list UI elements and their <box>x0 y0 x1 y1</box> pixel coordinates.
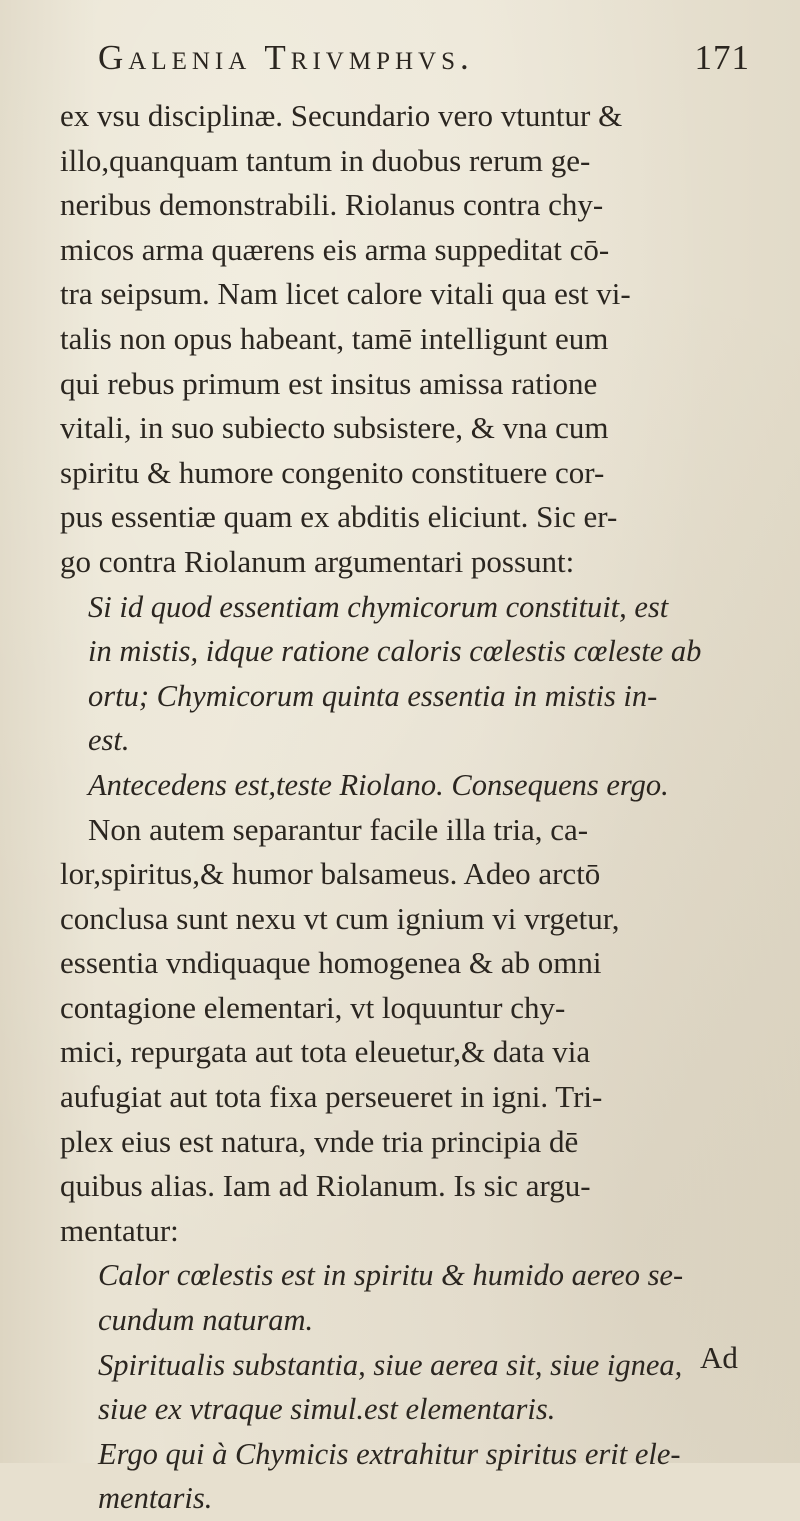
running-title: Galenia Trivmphvs. <box>98 38 474 77</box>
syllogism-line: Ergo qui à Chymicis extrahitur spiritus erit ele- <box>98 1436 681 1471</box>
syllogism-line: est. <box>88 723 130 758</box>
text-line: lor,spiritus,& humor balsameus. Adeo arctō <box>60 856 601 892</box>
text-line: illo,quanquam tantum in duobus rerum ge- <box>60 142 591 178</box>
text-line: mici, repurgata aut tota eleuetur,& data via <box>60 1034 591 1070</box>
text-line: pus essentiæ quam ex abditis eliciunt. Sic er- <box>60 499 618 535</box>
text-line: vitali, in suo subiecto subsistere, & vna cum <box>60 410 609 446</box>
text-line: neribus demonstrabili. Riolanus contra chy- <box>60 187 604 223</box>
text-line: conclusa sunt nexu vt cum ignium vi vrgetur, <box>60 900 620 936</box>
text-line: qui rebus primum est insitus amissa ratione <box>60 365 598 401</box>
text-line: spiritu & humore congenito constituere cor- <box>60 454 605 490</box>
body-text <box>60 94 765 1521</box>
text-line: talis non opus habeant, tamē intelligunt eum <box>60 320 609 356</box>
text-line: tra seipsum. Nam licet calore vitali qua est vi- <box>60 276 631 312</box>
text-line: ex vsu disciplinæ. Secundario vero vtuntur & <box>60 98 623 133</box>
text-line: aufugiat aut tota fixa perseueret in igni. Tri- <box>60 1079 603 1115</box>
text-line: go contra Riolanum argumentari possunt: <box>60 543 575 579</box>
text-line: mentatur: <box>60 1212 179 1248</box>
syllogism-line: ortu; Chymicorum quinta essentia in mistis in- <box>88 678 658 713</box>
syllogism-line: in mistis, idque ratione caloris cœlestis cœleste ab <box>88 634 702 669</box>
syllogism-line: Si id quod essentiam chymicorum constituit, est <box>88 589 669 624</box>
text-line: essentia vndiquaque homogenea & ab omni <box>60 945 602 981</box>
text-line: quibus alias. Iam ad Riolanum. Is sic argu- <box>60 1168 591 1204</box>
page-number: 171 <box>694 38 750 77</box>
syllogism-line: Spiritualis substantia, siue aerea sit, siue ignea, <box>98 1347 683 1382</box>
text-line: contagione elementari, vt loquuntur chy- <box>60 989 566 1025</box>
syllogism-line: Antecedens est,teste Riolano. Consequens ergo. <box>88 767 669 802</box>
syllogism-line: mentaris. <box>98 1481 213 1516</box>
text-line: micos arma quærens eis arma suppeditat cō- <box>60 231 610 267</box>
syllogism-line: siue ex vtraque simul.est elementaris. <box>98 1392 556 1427</box>
catchword: Ad <box>700 1340 738 1375</box>
text-line: Non autem separantur facile illa tria, ca- <box>88 811 589 847</box>
text-line: plex eius est natura, vnde tria principia dē <box>60 1123 579 1159</box>
syllogism-line: cundum naturam. <box>98 1303 314 1338</box>
running-head <box>98 38 750 78</box>
syllogism-line: Calor cœlestis est in spiritu & humido aereo se- <box>98 1258 684 1293</box>
